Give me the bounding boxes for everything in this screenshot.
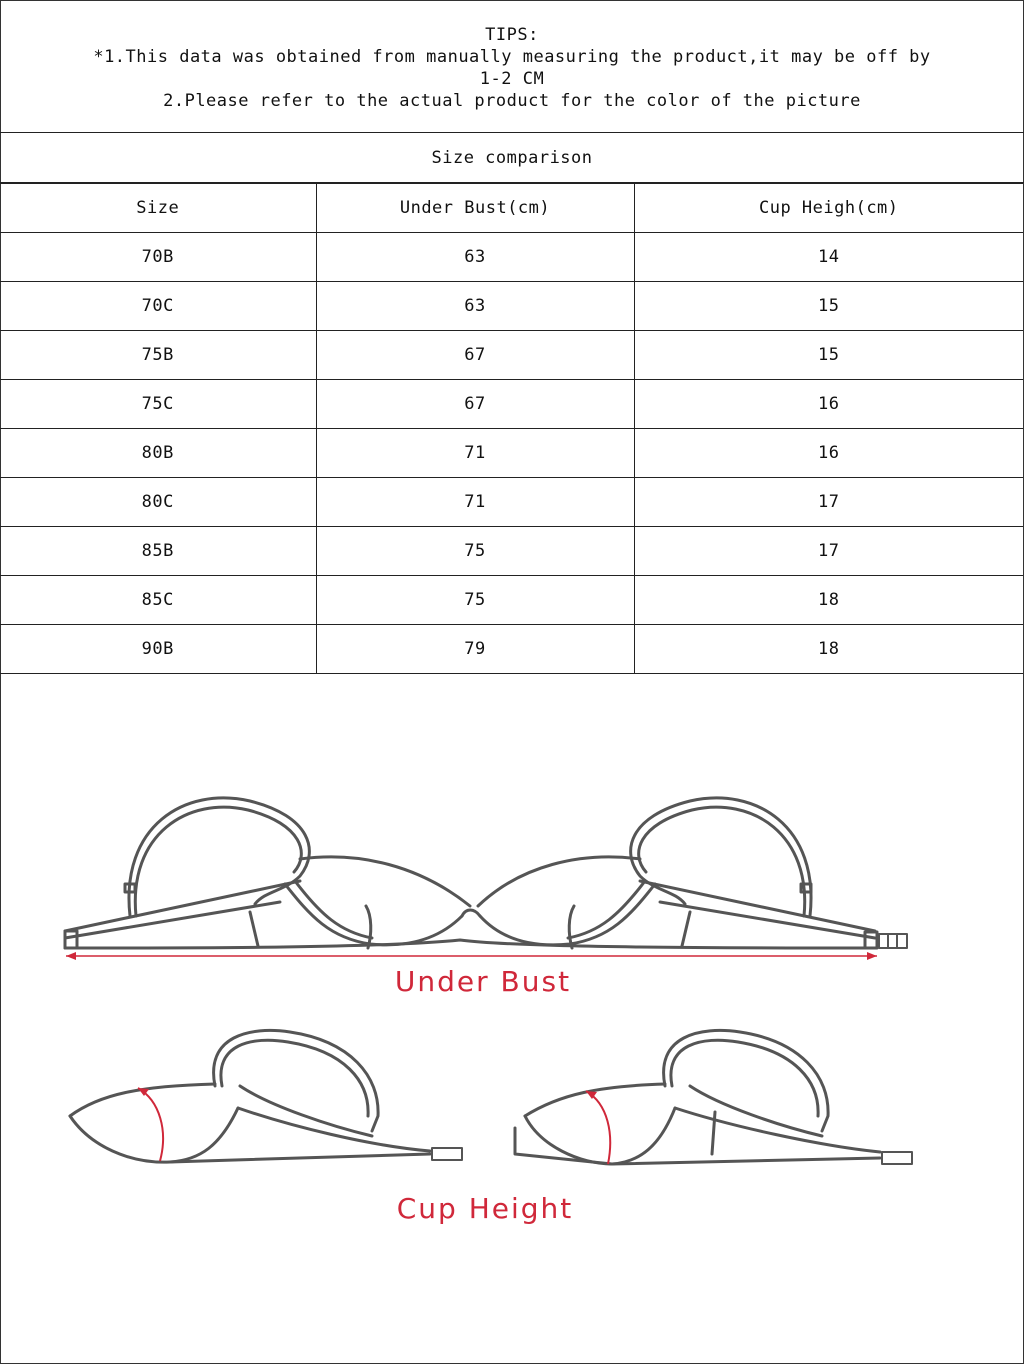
measurement-diagram xyxy=(0,676,1024,1336)
header-under-bust: Under Bust(cm) xyxy=(316,184,634,233)
side-view-right-illustration xyxy=(515,1030,912,1164)
side-view-left-illustration xyxy=(70,1030,462,1162)
tips-line-1: *1.This data was obtained from manually measuring the product,it may be off by xyxy=(93,47,931,67)
cell-cup-height: 18 xyxy=(634,576,1023,625)
cell-under-bust: 75 xyxy=(316,527,634,576)
cell-size: 70C xyxy=(0,282,316,331)
cell-cup-height: 17 xyxy=(634,478,1023,527)
cell-under-bust: 67 xyxy=(316,331,634,380)
cell-cup-height: 15 xyxy=(634,282,1023,331)
size-table xyxy=(0,183,1023,674)
cell-under-bust: 71 xyxy=(316,478,634,527)
tips-panel xyxy=(0,0,1024,133)
cell-size: 80C xyxy=(0,478,316,527)
cell-size: 75B xyxy=(0,331,316,380)
cell-size: 85C xyxy=(0,576,316,625)
table-row xyxy=(0,233,1023,282)
cell-under-bust: 75 xyxy=(316,576,634,625)
cell-size: 70B xyxy=(0,233,316,282)
cell-under-bust: 79 xyxy=(316,625,634,674)
table-row xyxy=(0,527,1023,576)
cell-size: 80B xyxy=(0,429,316,478)
cell-cup-height: 18 xyxy=(634,625,1023,674)
cell-under-bust: 67 xyxy=(316,380,634,429)
cell-cup-height: 14 xyxy=(634,233,1023,282)
size-comparison-caption: Size comparison xyxy=(0,133,1024,183)
cell-cup-height: 15 xyxy=(634,331,1023,380)
cell-cup-height: 16 xyxy=(634,429,1023,478)
cell-size: 85B xyxy=(0,527,316,576)
cell-under-bust: 63 xyxy=(316,282,634,331)
table-row xyxy=(0,429,1023,478)
table-row xyxy=(0,282,1023,331)
cell-cup-height: 17 xyxy=(634,527,1023,576)
header-cup-height: Cup Heigh(cm) xyxy=(634,184,1023,233)
under-bust-measure-line xyxy=(66,952,877,960)
tips-title: TIPS: xyxy=(485,25,539,45)
front-bra-illustration xyxy=(65,798,907,948)
under-bust-label: Under Bust xyxy=(394,965,572,998)
table-row xyxy=(0,576,1023,625)
tips-line-3: 2.Please refer to the actual product for the color of the picture xyxy=(163,91,861,111)
cell-under-bust: 71 xyxy=(316,429,634,478)
table-row xyxy=(0,625,1023,674)
cell-under-bust: 63 xyxy=(316,233,634,282)
table-row xyxy=(0,478,1023,527)
table-row xyxy=(0,331,1023,380)
cup-height-label: Cup Height xyxy=(396,1192,574,1225)
cell-size: 75C xyxy=(0,380,316,429)
header-size: Size xyxy=(0,184,316,233)
cell-size: 90B xyxy=(0,625,316,674)
tips-line-2: 1-2 CM xyxy=(479,69,545,89)
table-header-row xyxy=(0,184,1023,233)
cell-cup-height: 16 xyxy=(634,380,1023,429)
table-row xyxy=(0,380,1023,429)
